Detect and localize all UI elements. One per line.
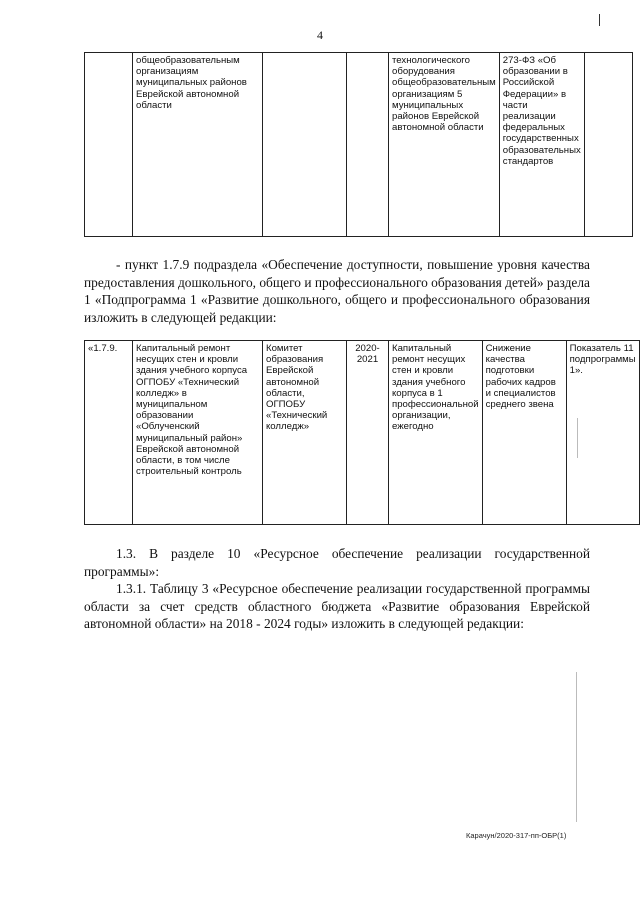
table-cell: общеобразовательным организациям муниципальных районов Еврейской автономной области: [133, 53, 263, 237]
executor-cell: Комитет образования Еврейской автономной области, ОГПОБУ «Технический колледж»: [263, 341, 347, 525]
table-cell: [347, 53, 389, 237]
indicator-cell: Показатель 11 подпрограммы 1».: [566, 341, 639, 525]
paragraph-amendment: [84, 256, 590, 326]
table-cell: [584, 53, 632, 237]
scan-mark: [599, 14, 600, 26]
scan-artifact: [577, 418, 578, 458]
paragraph-section: [84, 545, 590, 580]
event-number-cell: «1.7.9.: [85, 341, 133, 525]
scan-artifact: [576, 672, 577, 822]
document-signature: Карачун/2020-317-пп-ОБР(1): [466, 831, 567, 840]
period-cell: 2020-2021: [347, 341, 389, 525]
event-name-cell: Капитальный ремонт несущих стен и кровли здания учебного корпуса ОГПОБУ «Технический колледж» в муниципальном образовании «Облученский муниципальный район» Еврейской автономной области, в том числе строительный контроль: [133, 341, 263, 525]
table-row: [85, 53, 633, 237]
event-table: [84, 340, 640, 525]
paragraph-text: 1.3.1. Таблицу 3 «Ресурсное обеспечение реализации государственной программы области за счет средств областного бюджета «Развитие образования Еврейской автономной области» на 2018 - 2024 годы» изложить в следующей редакции:: [84, 581, 590, 632]
table-cell: [85, 53, 133, 237]
table-cell: [263, 53, 347, 237]
table-row: [85, 341, 640, 525]
paragraph-text: - пункт 1.7.9 подраздела «Обеспечение доступности, повышение уровня качества предоставления дошкольного, общего и профессионального образования детей» раздела 1 «Подпрограмма 1 «Развитие дошкольного, общего и профессионального образования изложить в следующей редакции:: [84, 257, 590, 325]
consequence-cell: Снижение качества подготовки рабочих кадров и специалистов среднего звена: [482, 341, 566, 525]
page-number: 4: [317, 28, 323, 42]
continuation-table: [84, 52, 633, 237]
table-cell: технологического оборудования общеобразовательным организациям 5 муниципальных районов Еврейской автономной области: [389, 53, 500, 237]
result-cell: Капитальный ремонт несущих стен и кровли здания учебного корпуса в 1 профессиональной организации, ежегодно: [389, 341, 483, 525]
table-cell: 273-ФЗ «Об образовании в Российской Федерации» в части реализации федеральных государственных образовательных стандартов: [499, 53, 584, 237]
paragraph-text: 1.3. В разделе 10 «Ресурсное обеспечение реализации государственной программы»:: [84, 546, 590, 579]
paragraph-table-amendment: [84, 580, 590, 633]
